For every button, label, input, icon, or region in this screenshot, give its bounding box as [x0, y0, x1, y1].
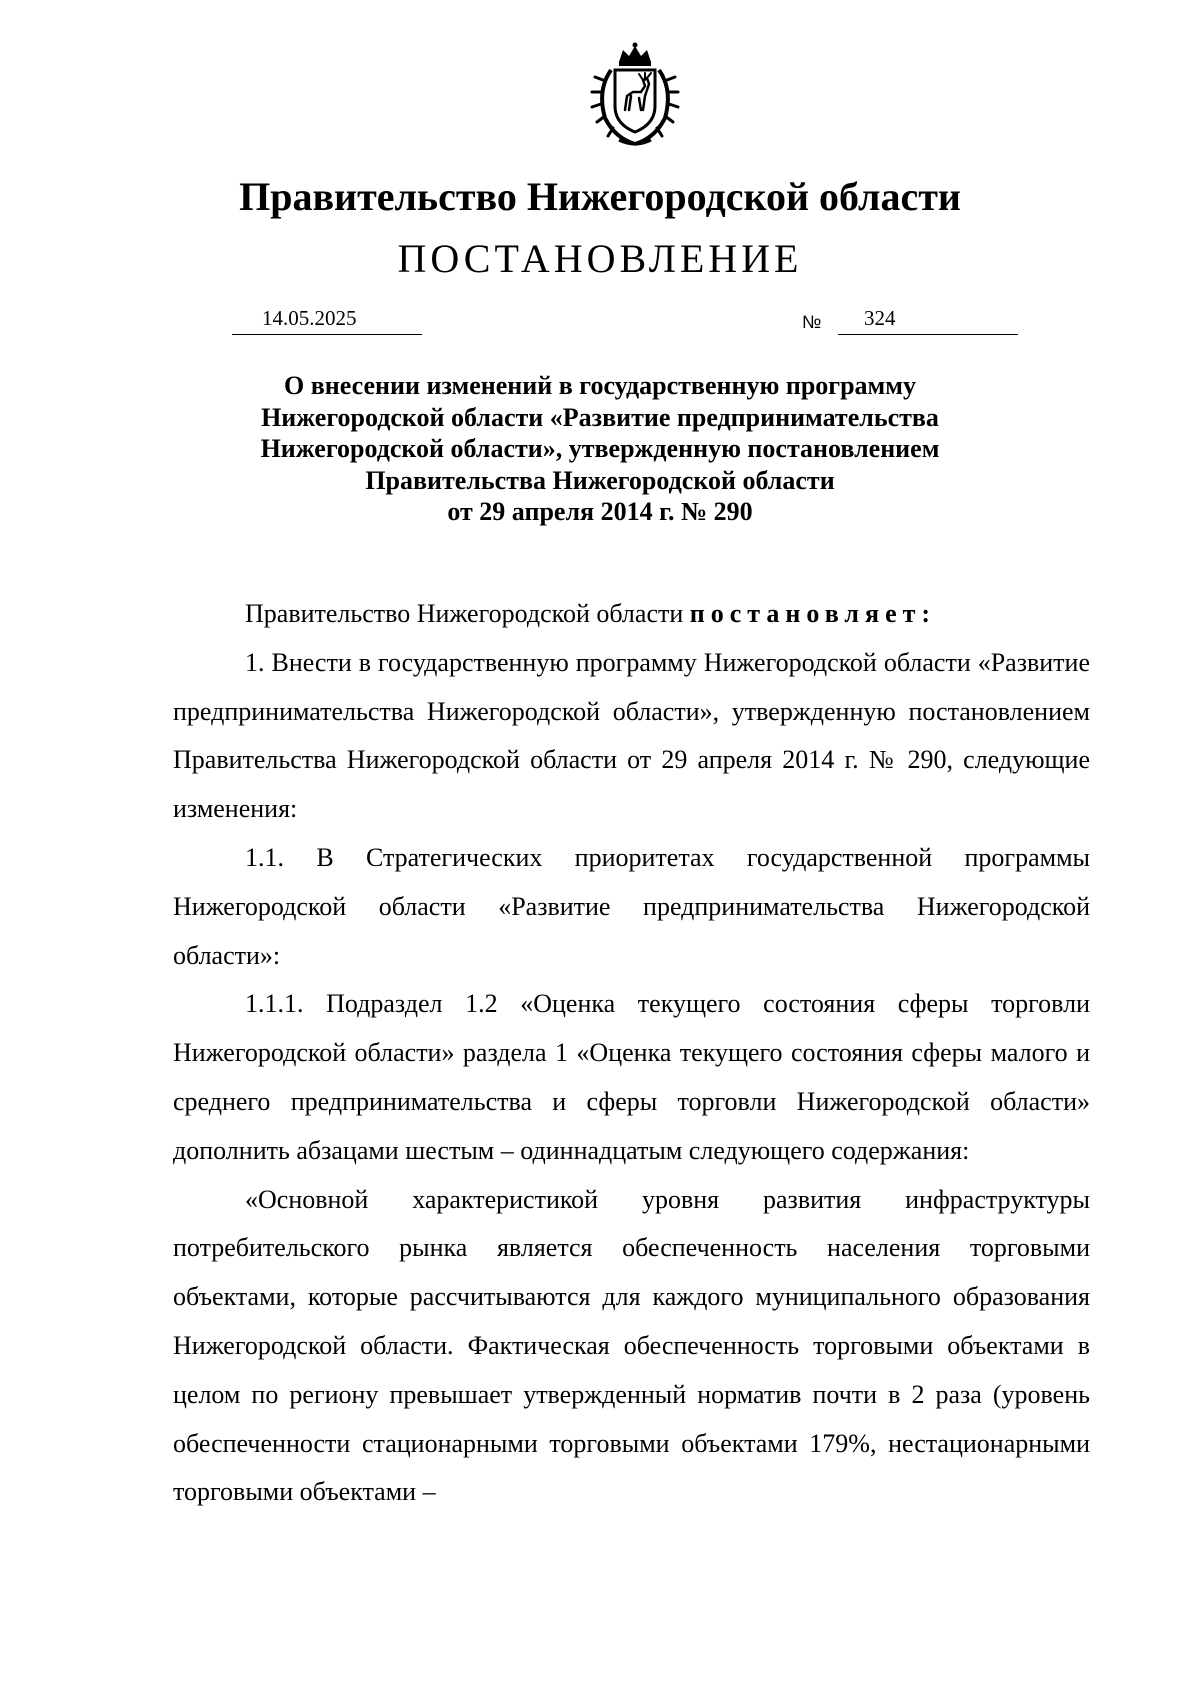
paragraph-1: 1. Внести в государственную программу Нижегородской области «Развитие предпринимательства Нижегородской области», утвержденную постановлением Правительства Нижегородской области от 29 апреля 2014 г. № 290, следующие изменения:: [173, 647, 1090, 824]
subject-line: Правительства Нижегородской области: [365, 465, 835, 495]
paragraph-quote: «Основной характеристикой уровня развития инфраструктуры потребительского рынка является обеспеченность населения торговыми объектами, которые рассчитываются для каждого муниципального образования Нижегородской области. Фактическая обеспеченность торговыми объектами в целом по региону превышает утвержденный норматив почти в 2 раза (уровень обеспеченности стационарными торговыми объектами 179%, нестационарными торговыми объектами –: [173, 1184, 1090, 1507]
number-value: 324: [864, 306, 896, 330]
date-field: [232, 304, 422, 335]
document-type-title: ПОСТАНОВЛЕНИЕ: [397, 236, 803, 281]
document-subject: [150, 370, 1050, 528]
coat-of-arms-emblem: [575, 40, 695, 150]
paragraph-1-1-1: 1.1.1. Подраздел 1.2 «Оценка текущего состояния сферы торговли Нижегородской области» раздела 1 «Оценка текущего состояния сферы малого и среднего предпринимательства и сферы торговли Нижегородской области» дополнить абзацами шестым – одиннадцатым следующего содержания:: [173, 989, 1090, 1165]
number-sign-label: №: [802, 312, 822, 332]
subject-line: Нижегородской области «Развитие предпринимательства: [261, 402, 939, 432]
intro-text: Правительство Нижегородской области: [245, 599, 684, 628]
intro-paragraph: [173, 590, 1090, 639]
subject-line: от 29 апреля 2014 г. № 290: [447, 497, 753, 526]
subject-line: Нижегородской области», утвержденную постановлением: [260, 434, 940, 463]
number-field: [838, 304, 1018, 335]
intro-emphasis: постановляет:: [689, 599, 937, 628]
date-value: 14.05.2025: [262, 306, 357, 330]
government-title: Правительство Нижегородской области: [239, 174, 961, 219]
subject-line: О внесении изменений в государственную программу: [284, 371, 916, 400]
document-body: [173, 590, 1090, 1517]
paragraph-1-1: 1.1. В Стратегических приоритетах государственной программы Нижегородской области «Развитие предпринимательства Нижегородской области»:: [173, 842, 1090, 970]
